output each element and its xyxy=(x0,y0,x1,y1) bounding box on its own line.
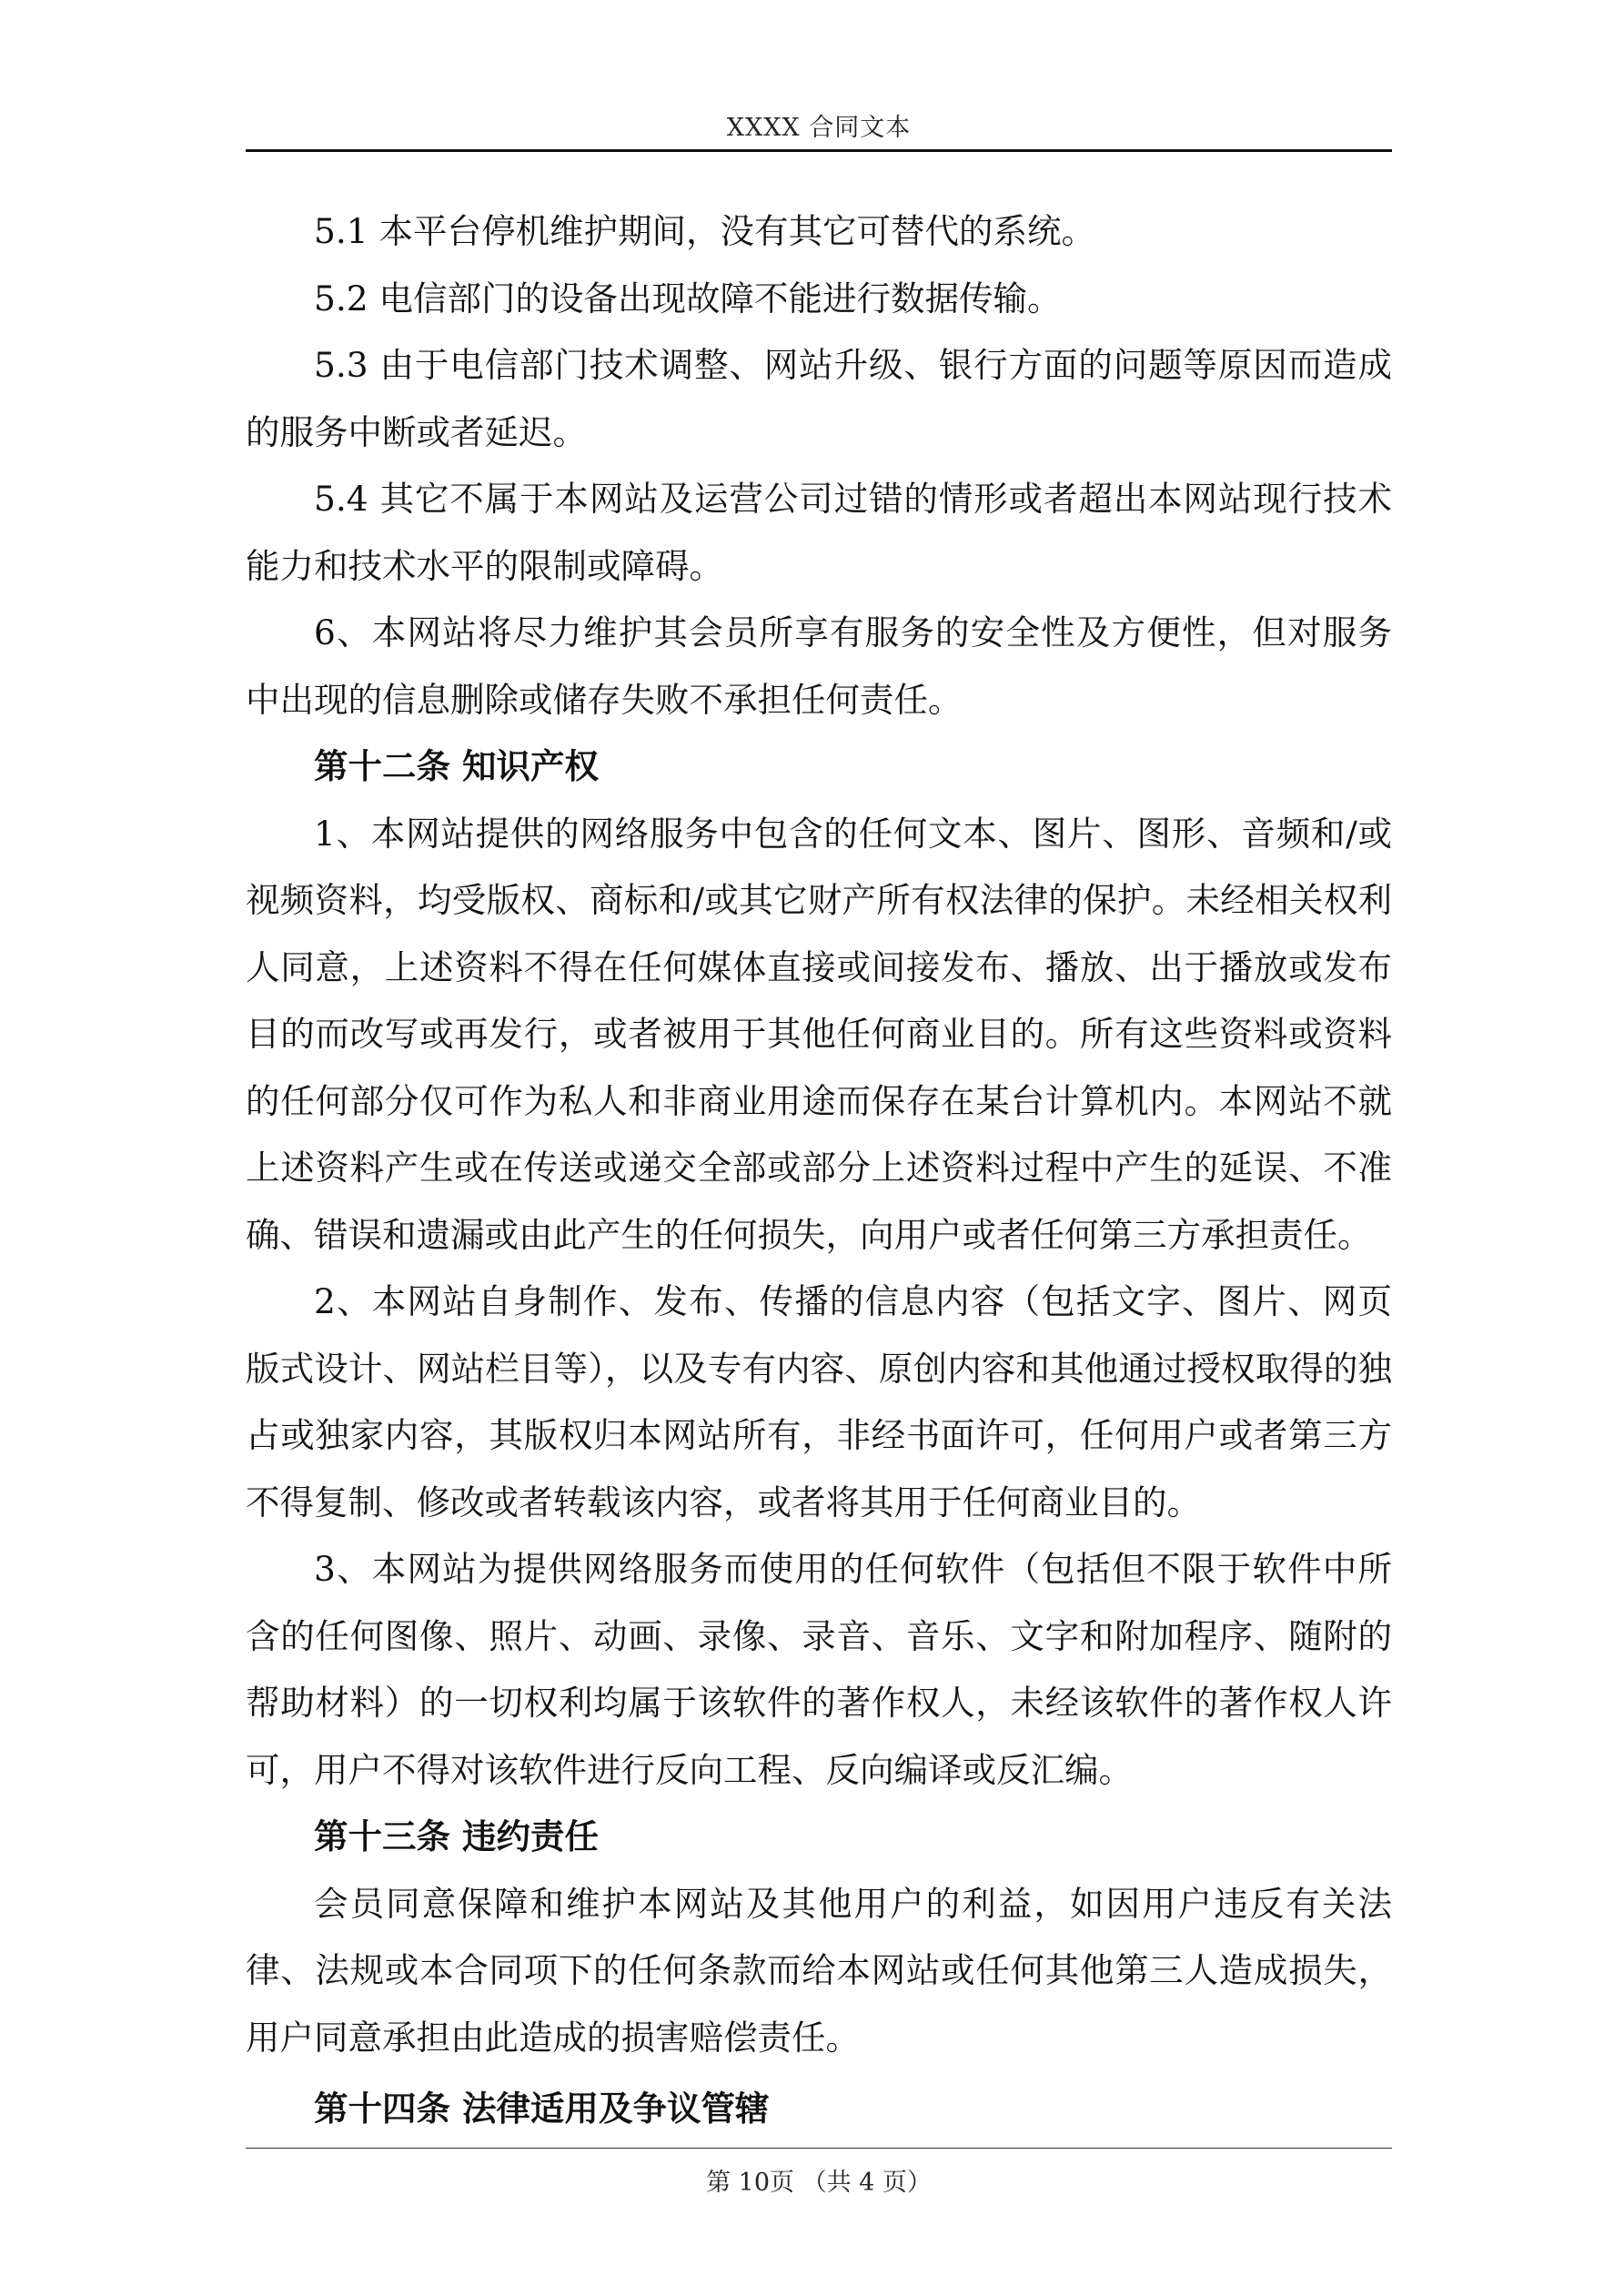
header-divider xyxy=(246,149,1392,152)
section-heading-13: 第十三条 违约责任 xyxy=(314,1816,600,1856)
section-12-clause-3: 3、本网站为提供网络服务而使用的任何软件（包括但不限于软件中所含的任何图像、照片、动画、录像、录音、音乐、文字和附加程序、随附的帮助材料）的一切权利均属于该软件的著作权人，未经该软件的著作权人许可，用户不得对该软件进行反向工程、反向编译或反汇编。 xyxy=(246,1549,1392,1790)
section-12-clause-2: 2、本网站自身制作、发布、传播的信息内容（包括文字、图片、网页版式设计、网站栏目等），以及专有内容、原创内容和其他通过授权取得的独占或独家内容，其版权归本网站所有，非经书面许可，任何用户或者第三方不得复制、修改或者转载该内容，或者将其用于任何商业目的。 xyxy=(246,1281,1392,1522)
section-12-clause-1: 1、本网站提供的网络服务中包含的任何文本、图片、图形、音频和/或视频资料，均受版权、商标和/或其它财产所有权法律的保护。未经相关权利人同意，上述资料不得在任何媒体直接或间接发布、播放、出于播放或发布目的而改写或再发行，或者被用于其他任何商业目的。所有这些资料或资料的任何部分仅可作为私人和非商业用途而保存在某台计算机内。本网站不就上述资料产生或在传送或递交全部或部分上述资料过程中产生的延误、不准确、错误和遗漏或由此产生的任何损失，向用户或者任何第三方承担责任。 xyxy=(246,813,1392,1255)
section-heading-12: 第十二条 知识产权 xyxy=(314,746,600,786)
clause-5-3: 5.3 由于电信部门技术调整、网站升级、银行方面的问题等原因而造成的服务中断或者延迟。 xyxy=(246,345,1392,452)
page-number: 第 10页 （共 4 页） xyxy=(706,2169,932,2197)
clause-5-1: 5.1 本平台停机维护期间，没有其它可替代的系统。 xyxy=(314,211,1096,251)
section-13-text: 会员同意保障和维护本网站及其他用户的利益，如因用户违反有关法律、法规或本合同项下的任何条款而给本网站或任何其他第三人造成损失，用户同意承担由此造成的损害赔偿责任。 xyxy=(246,1883,1392,2058)
clause-5-4: 5.4 其它不属于本网站及运营公司过错的情形或者超出本网站现行技术能力和技术水平的限制或障碍。 xyxy=(246,479,1392,586)
clause-5-2: 5.2 电信部门的设备出现故障不能进行数据传输。 xyxy=(314,278,1062,319)
page-header-title: XXXX 合同文本 xyxy=(726,114,912,142)
clause-6: 6、本网站将尽力维护其会员所享有服务的安全性及方便性，但对服务中出现的信息删除或储存失败不承担任何责任。 xyxy=(246,612,1392,720)
document-body xyxy=(246,198,1392,2143)
footer-divider xyxy=(246,2148,1392,2149)
section-heading-14: 第十四条 法律适用及争议管辖 xyxy=(314,2089,770,2129)
